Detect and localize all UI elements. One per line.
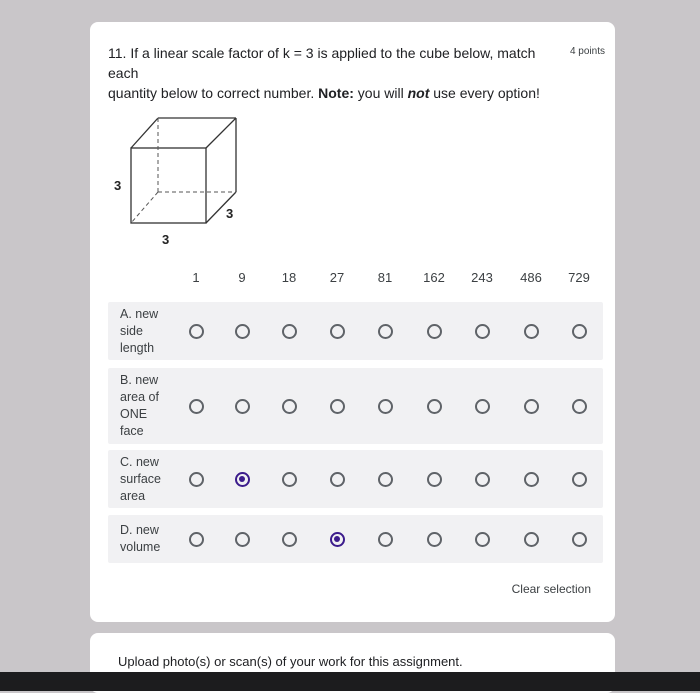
row-label-line: side	[120, 324, 143, 338]
radio-option[interactable]	[524, 399, 539, 414]
radio-option[interactable]	[475, 532, 490, 547]
row-label-line: B. new	[120, 373, 159, 387]
row-label-line: ONE	[120, 407, 148, 421]
question-title	[108, 43, 563, 103]
column-header: 1	[192, 270, 200, 285]
radio-option[interactable]	[378, 472, 393, 487]
column-header: 9	[238, 270, 246, 285]
note-text-b: use every option!	[433, 85, 540, 101]
radio-option[interactable]	[235, 399, 250, 414]
cube-label-bottom: 3	[162, 232, 170, 247]
radio-option[interactable]	[475, 472, 490, 487]
radio-option[interactable]	[427, 324, 442, 339]
radio-option[interactable]	[524, 472, 539, 487]
radio-option[interactable]	[235, 324, 250, 339]
radio-option[interactable]	[427, 532, 442, 547]
radio-option[interactable]	[282, 399, 297, 414]
radio-option[interactable]	[235, 532, 250, 547]
row-label	[120, 522, 160, 556]
radio-option[interactable]	[330, 324, 345, 339]
column-header: 729	[568, 270, 590, 285]
radio-option[interactable]	[378, 324, 393, 339]
radio-option[interactable]	[572, 324, 587, 339]
column-header: 162	[423, 270, 445, 285]
note-emphasis: not	[407, 85, 430, 101]
radio-option[interactable]	[427, 472, 442, 487]
radio-option[interactable]	[189, 324, 204, 339]
column-header: 18	[281, 270, 297, 285]
column-header: 243	[471, 270, 493, 285]
radio-option[interactable]	[524, 532, 539, 547]
radio-option[interactable]	[235, 472, 250, 487]
cube-label-left: 3	[114, 178, 122, 193]
row-label-line: A. new	[120, 307, 159, 321]
radio-option[interactable]	[378, 532, 393, 547]
row-label-line: area of	[120, 390, 159, 404]
radio-option[interactable]	[475, 399, 490, 414]
radio-option[interactable]	[378, 399, 393, 414]
row-label	[120, 372, 159, 440]
upload-instruction: Upload photo(s) or scan(s) of your work for this assignment.	[118, 654, 463, 669]
radio-option[interactable]	[282, 532, 297, 547]
clear-selection-link[interactable]: Clear selection	[511, 582, 591, 596]
radio-option[interactable]	[189, 532, 204, 547]
row-label	[120, 306, 158, 357]
column-header: 27	[329, 270, 345, 285]
column-header: 81	[377, 270, 393, 285]
points-badge: 4 points	[569, 46, 605, 57]
radio-option[interactable]	[189, 472, 204, 487]
radio-option[interactable]	[427, 399, 442, 414]
radio-option[interactable]	[572, 472, 587, 487]
radio-option[interactable]	[330, 532, 345, 547]
column-header: 486	[520, 270, 542, 285]
row-label-line: face	[120, 424, 144, 438]
question-line-1: 11. If a linear scale factor of k = 3 is applied to the cube below, match each	[108, 45, 536, 81]
row-label	[120, 454, 161, 505]
note-text-a: you will	[357, 85, 404, 101]
row-label-line: D. new	[120, 523, 159, 537]
radio-option[interactable]	[330, 399, 345, 414]
radio-option[interactable]	[524, 324, 539, 339]
row-label-line: length	[120, 341, 155, 355]
note-label: Note:	[318, 85, 354, 101]
row-label-line: surface	[120, 472, 161, 486]
row-label-line: area	[120, 489, 146, 503]
radio-option[interactable]	[189, 399, 204, 414]
radio-option[interactable]	[282, 324, 297, 339]
radio-option[interactable]	[475, 324, 490, 339]
cube-label-right: 3	[226, 206, 234, 221]
question-line-2: quantity below to correct number.	[108, 85, 315, 101]
radio-option[interactable]	[282, 472, 297, 487]
row-label-line: volume	[120, 540, 161, 554]
row-label-line: C. new	[120, 455, 159, 469]
radio-option[interactable]	[572, 399, 587, 414]
radio-option[interactable]	[330, 472, 345, 487]
cube-diagram	[108, 110, 248, 260]
question-card	[90, 22, 615, 622]
radio-option[interactable]	[572, 532, 587, 547]
bottom-bar	[0, 672, 700, 691]
